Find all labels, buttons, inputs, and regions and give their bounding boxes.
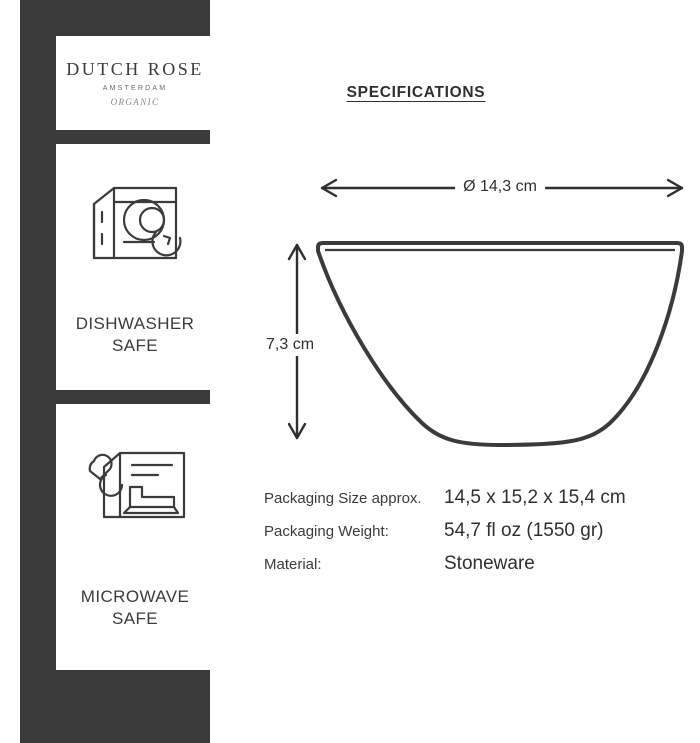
microwave-safe-badge: [56, 404, 214, 670]
brand-city: AMSTERDAM: [102, 85, 168, 92]
spec-key: Packaging Weight:: [264, 523, 389, 540]
left-feature-column: [20, 0, 210, 743]
spec-key: Packaging Size approx.: [264, 490, 422, 507]
spec-value: 54,7 fl oz (1550 gr): [444, 520, 604, 541]
page-title: SPECIFICATIONS: [346, 84, 486, 101]
diameter-label: Ø 14,3 cm: [455, 178, 545, 196]
product-dimension-drawing: [250, 150, 700, 470]
microwave-safe-label: MICROWAVE SAFE: [80, 586, 190, 628]
dishwasher-safe-label: DISHWASHER SAFE: [75, 313, 195, 355]
specifications-table: [264, 487, 684, 586]
spec-value: 14,5 x 15,2 x 15,4 cm: [444, 487, 626, 508]
table-row: [264, 520, 684, 542]
table-row: [264, 487, 684, 509]
microwave-icon: [80, 445, 190, 542]
brand-name: DUTCH ROSE: [66, 59, 204, 79]
height-label: 7,3 cm: [266, 334, 314, 356]
brand-line: ORGANIC: [110, 97, 160, 107]
dishwasher-safe-badge: [56, 144, 214, 390]
spec-value: Stoneware: [444, 553, 535, 574]
bowl-outline: [318, 243, 682, 445]
brand-logo-badge: [56, 36, 214, 130]
dishwasher-icon: [80, 178, 190, 287]
table-row: [264, 553, 684, 575]
spec-key: Material:: [264, 556, 322, 573]
